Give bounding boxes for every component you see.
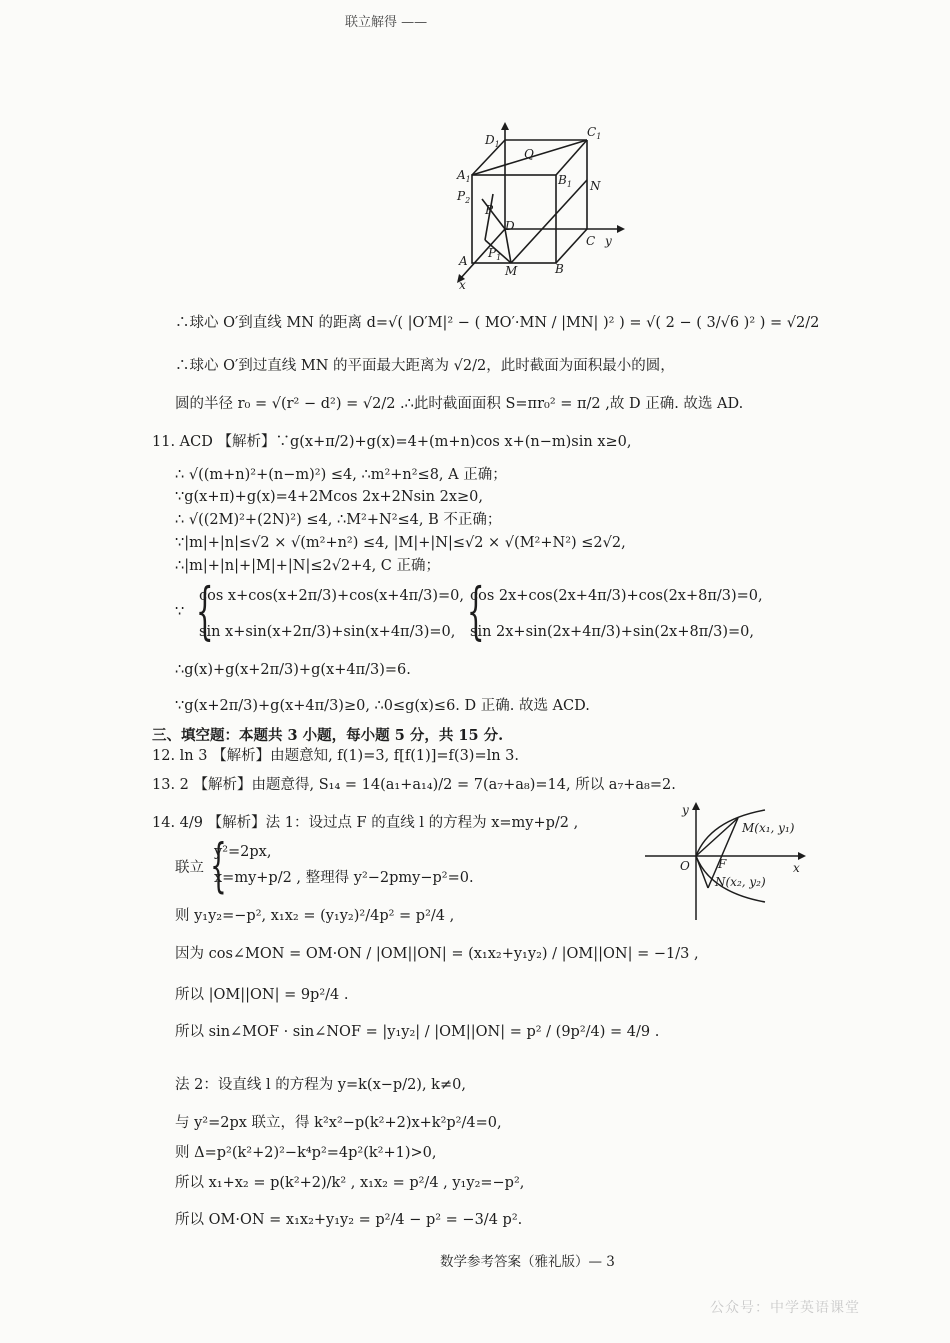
parabola-label-O: O [680,859,690,873]
left-brace-2: { [466,574,485,647]
solution-line-1: ∴球心 O′到直线 MN 的距离 d=√( |O′M|² − ( MO′·MN / |MN| )² ) = √( 2 − ( 3/√6 )² ) = √2/2 [175,315,820,331]
label-D1: $D_1$ [485,133,500,149]
solution-line-25: 所以 sin∠MOF · sin∠NOF = |y₁y₂| / |OM||ON| = p² / (9p²/4) = 4/9 . [175,1024,660,1040]
parabola-label-x: x [793,861,800,875]
solution-line-24: 所以 |OM||ON| = 9p²/4 . [175,987,349,1003]
label-A1: $A_1$ [457,168,471,184]
solution-line-26: 法 2：设直线 l 的方程为 y=k(x−p/2), k≠0, [175,1077,466,1093]
label-C: C [586,234,596,248]
label-A: A [459,254,468,268]
label-C1: $C_1$ [587,125,602,141]
solution-line-12-answer: 12. ln 3 【解析】由题意知, f(1)=3, f[f(1)]=f(3)=ln 3. [152,748,520,764]
solution-line-8: ∵|m|+|n|≤√2 × √(m²+n²) ≤4, |M|+|N|≤√2 × √(M²+N²) ≤2√2, [175,535,626,551]
solution-line-14: ∴g(x)+g(x+2π/3)+g(x+4π/3)=6. [175,662,411,678]
solution-line-2: ∴球心 O′到过直线 MN 的平面最大距离为 √2/2，此时截面为面积最小的圆， [175,358,675,374]
system-lianli: 联立 [175,860,204,876]
system-eq-2: x=my+p/2 , 整理得 y²−2pmy−p²=0. [214,870,474,886]
solution-line-11: sin x+sin(x+2π/3)+sin(x+4π/3)=0, [199,624,456,640]
solution-line-10: cos x+cos(x+2π/3)+cos(x+4π/3)=0, [199,588,464,604]
solution-line-3: 圆的半径 r₀ = √(r² − d²) = √2/2 .∴此时截面面积 S=πr₀² = π/2 ,故 D 正确. 故选 AD. [175,396,744,412]
solution-line-29: 所以 x₁+x₂ = p(k²+2)/k² , x₁x₂ = p²/4 , y₁y₂=−p², [175,1175,525,1191]
label-y-axis: y [605,234,612,248]
parabola-label-M: M(x₁, y₁) [742,821,795,835]
solution-line-27: 与 y²=2px 联立，得 k²x²−p(k²+2)x+k²p²/4=0, [175,1115,502,1131]
label-B: B [555,262,564,276]
label-N: N [590,179,601,193]
cube-figure [445,122,645,292]
parabola-label-N: N(x₂, y₂) [715,875,766,889]
parabola-figure [640,800,810,925]
left-brace-3: { [210,831,227,899]
page-header: 联立解得 —— [345,15,428,30]
solution-line-12: cos 2x+cos(2x+4π/3)+cos(2x+8π/3)=0, [470,588,763,604]
label-M: M [505,264,518,278]
solution-line-14-answer: 14. 4/9 【解析】法 1：设过点 F 的直线 l 的方程为 x=my+p/2 , [152,815,579,831]
left-brace-1: { [195,574,214,647]
label-x-axis: x [459,278,466,292]
solution-line-15: ∵g(x+2π/3)+g(x+4π/3)≥0, ∴0≤g(x)≤6. D 正确. 故选 ACD. [175,698,590,714]
solution-line-30: 所以 OM·ON = x₁x₂+y₁y₂ = p²/4 − p² = −3/4 p². [175,1212,523,1228]
parabola-label-y: y [682,803,689,817]
page-footer: 数学参考答案（雅礼版）— 3 [440,1254,615,1270]
label-Q: Q [524,147,534,161]
label-B1: $B_1$ [558,173,572,189]
solution-line-9: ∴|m|+|n|+|M|+|N|≤2√2+4, C 正确； [175,558,441,574]
solution-line-13-answer: 13. 2 【解析】由题意得, S₁₄ = 14(a₁+a₁₄)/2 = 7(a₇+a₈)=14, 所以 a₇+a₈=2. [152,777,676,793]
solution-line-22: 则 y₁y₂=−p², x₁x₂ = (y₁y₂)²/4p² = p²/4 , [175,908,455,924]
solution-line-23: 因为 cos∠MON = OM·ON / |OM||ON| = (x₁x₂+y₁y₂) / |OM||ON| = −1/3 , [175,946,699,962]
solution-line-13: sin 2x+sin(2x+4π/3)+sin(2x+8π/3)=0, [470,624,755,640]
label-P1: $P_1$ [488,246,502,262]
system-eq-1: y²=2px, [214,844,272,860]
solution-line-28: 则 Δ=p²(k²+2)²−k⁴p²=4p²(k²+1)>0, [175,1145,437,1161]
label-P2: $P_2$ [457,189,471,205]
section-heading: 三、填空题：本题共 3 小题，每小题 5 分，共 15 分. [152,727,504,744]
label-P: P [485,203,494,217]
parabola-label-F: F [718,857,727,871]
solution-line-7: ∴ √((2M)²+(2N)²) ≤4, ∴M²+N²≤4, B 不正确； [175,512,502,528]
solution-line-6: ∵g(x+π)+g(x)=4+2Mcos 2x+2Nsin 2x≥0, [175,489,483,505]
label-D: D [505,219,515,233]
solution-line-5: ∴ √((m+n)²+(n−m)²) ≤4, ∴m²+n²≤8, A 正确； [175,467,507,483]
solution-line-4: 11. ACD 【解析】∵g(x+π/2)+g(x)=4+(m+n)cos x+(n−m)sin x≥0, [152,434,632,450]
because-symbol: ∵ [175,604,185,620]
watermark: 公众号：中学英语课堂 [710,1300,860,1316]
